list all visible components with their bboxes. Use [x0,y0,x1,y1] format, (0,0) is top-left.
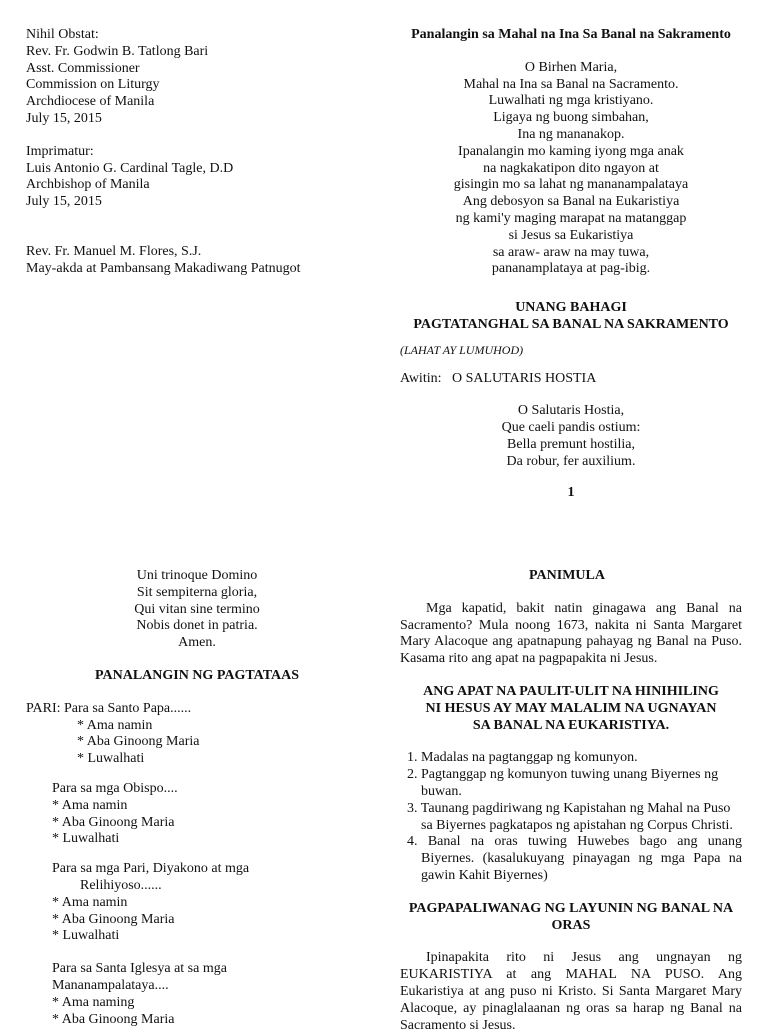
response-line: * Aba Ginoong Maria [52,814,175,830]
author [26,244,366,278]
nihil-obstat-line: Archdiocese of Manila [26,94,155,110]
awitin-title: O SALUTARIS HOSTIA [452,370,597,386]
intention-iglesya: Para sa Santa Iglesya at sa mga [52,961,227,977]
list-item: 2. Pagtanggap ng komunyon tuwing unang Biyernes ng buwan. [407,767,719,799]
apat-heading-line: NI HESUS AY MAY MALALIM NA UGNAYAN [425,700,717,716]
page-two-left [26,568,368,1028]
hymn-o-salutaris [400,403,742,470]
hymn-line: Bella premunt hostilia, [507,436,635,452]
prayer-line: ng kami'y maging marapat na matanggap [455,210,687,226]
awitin-label: Awitin: [400,370,442,386]
hymn-line: Sit sempiterna gloria, [136,584,258,600]
response-line: * Luwalhati [52,928,120,944]
response-line: * Ama namin [77,717,153,733]
prayer-line: O Birhen Maria, [524,59,618,75]
author-line: May-akda at Pambansang Makadiwang Patnugot [26,260,301,276]
response-line: * Luwalhati [52,831,120,847]
panimula-title: PANIMULA [529,568,605,583]
list-item: 4. Banal na oras tuwing Huwebes bago ang unang Biyernes. (kasalukuyang pinayagan ng mga Papa na gawin Kahit Biyernes) [407,834,742,883]
page-one-right [400,27,742,501]
response-line: * Ama naming [52,994,135,1010]
list-item: 3. Taunang pagdiriwang ng Kapistahan ng Mahal na Puso sa Biyernes pagkatapos ng apistahan ng Corpus Christi. [407,800,733,833]
page-two-right [400,568,742,1034]
panimula-text: Mga kapatid, bakit natin ginagawa ang Banal na Sacramento? Mula noong 1673, nakita ni Santa Margaret Mary Alacoque ang apatnapung pahayag ng Banal na Puso. Kasama rito ang apat na pagpapakita ni Jesus. [400,600,742,667]
hymn-line: Que caeli pandis ostium: [501,420,641,436]
imprimatur-line: Archbishop of Manila [26,177,150,193]
nihil-obstat [26,27,366,128]
apat-heading [400,684,742,734]
imprimatur-line: Luis Antonio G. Cardinal Tagle, D.D [26,160,234,176]
paliwanag-title: PAGPAPALIWANAG NG LAYUNIN NG BANAL NA ORAS [408,900,734,933]
prayer-line: Luwalhati ng mga kristiyano. [488,93,654,109]
intention-pari-cont: Relihiyoso...... [80,877,162,893]
nihil-obstat-line: July 15, 2015 [26,110,102,126]
intention-iglesya-cont: Mananampalataya.... [52,977,169,993]
nihil-obstat-line: Asst. Commissioner [26,60,140,76]
apat-heading-line: SA BANAL NA EUKARISTIYA. [472,717,670,733]
prayer-line: pananamplataya at pag-ibig. [491,261,651,277]
paliwanag-text: Ipinapakita rito ni Jesus ang ungnayan ng EUKARISTIYA at ang MAHAL NA PUSO. Ang Eukaristiya at ang puso ni Kristo. Si Santa Margaret Mary Alacoque, ay pinaglalaanan ng oras sa harap ng Banal na Sacramento si Jesus. [400,950,742,1033]
apat-list [400,750,742,884]
response-group-4 [26,995,368,1029]
hymn-line: O Salutaris Hostia, [517,403,625,419]
response-group-1 [26,718,368,768]
response-line: * Ama namin [52,797,128,813]
hymn-line: Qui vitan sine termino [134,601,260,617]
prayer-line: sa araw- araw na may tuwa, [492,244,650,260]
approval-block [26,27,366,278]
response-line: * Aba Ginoong Maria [52,1011,175,1027]
intention-pari: Para sa mga Pari, Diyakono at mga [52,861,250,877]
hymn-line: Nobis donet in patria. [136,618,258,634]
hymn-continuation [26,568,368,652]
prayer-text [400,60,742,278]
nihil-obstat-line: Commission on Liturgy [26,77,160,93]
response-group-2 [26,798,368,848]
part-one-heading-line2: PAGTATANGHAL SA BANAL NA SAKRAMENTO [413,316,729,332]
hymn-line: Da robur, fer auxilium. [506,453,636,469]
prayer-line: Ipanalangin mo kaming iyong mga anak [458,143,684,159]
response-line: * Aba Ginoong Maria [77,734,200,750]
imprimatur [26,144,366,211]
prayer-line: Ang debosyon sa Banal na Eukaristiya [462,194,680,210]
list-item: 1. Madalas na pagtanggap ng komunyon. [407,750,638,766]
prayer-line: Mahal na Ina sa Banal na Sacramento. [463,76,679,92]
response-line: * Luwalhati [77,751,145,767]
prayer-line: gisingin mo sa lahat ng mananampalataya [453,177,689,193]
rubric: (LAHAT AY LUMUHOD) [400,342,524,357]
response-line: * Ama namin [52,894,128,910]
prayer-line: Ligaya ng buong simbahan, [493,110,649,126]
nihil-obstat-line: Rev. Fr. Godwin B. Tatlong Bari [26,43,209,59]
intention-obispo: Para sa mga Obispo.... [52,780,178,796]
imprimatur-line: Imprimatur: [26,143,94,159]
response-group-3 [26,895,368,945]
response-line: * Aba Ginoong Maria [52,911,175,927]
page-number: 1 [567,484,575,500]
hymn-line: Amen. [178,635,216,651]
nihil-obstat-line: Nihil Obstat: [26,27,99,42]
apat-heading-line: ANG APAT NA PAULIT-ULIT NA HINIHILING [423,683,719,699]
prayer-line: si Jesus sa Eukaristiya [508,227,634,243]
hymn-line: Uni trinoque Domino [136,568,258,583]
imprimatur-line: July 15, 2015 [26,194,102,210]
prayer-line: na nagkakatipon dito ngayon at [483,160,659,176]
part-one-heading-line1: UNANG BAHAGI [515,300,627,316]
awitin-line [400,371,742,388]
pari-line: PARI: Para sa Santo Papa...... [26,700,192,716]
prayer-title: Panalangin sa Mahal na Ina Sa Banal na Sakramento [411,27,731,42]
prayer-line: Ina ng mananakop. [517,126,625,142]
pagtataas-title: PANALANGIN NG PAGTATAAS [94,667,300,683]
author-line: Rev. Fr. Manuel M. Flores, S.J. [26,243,202,259]
part-one-heading [400,300,742,334]
